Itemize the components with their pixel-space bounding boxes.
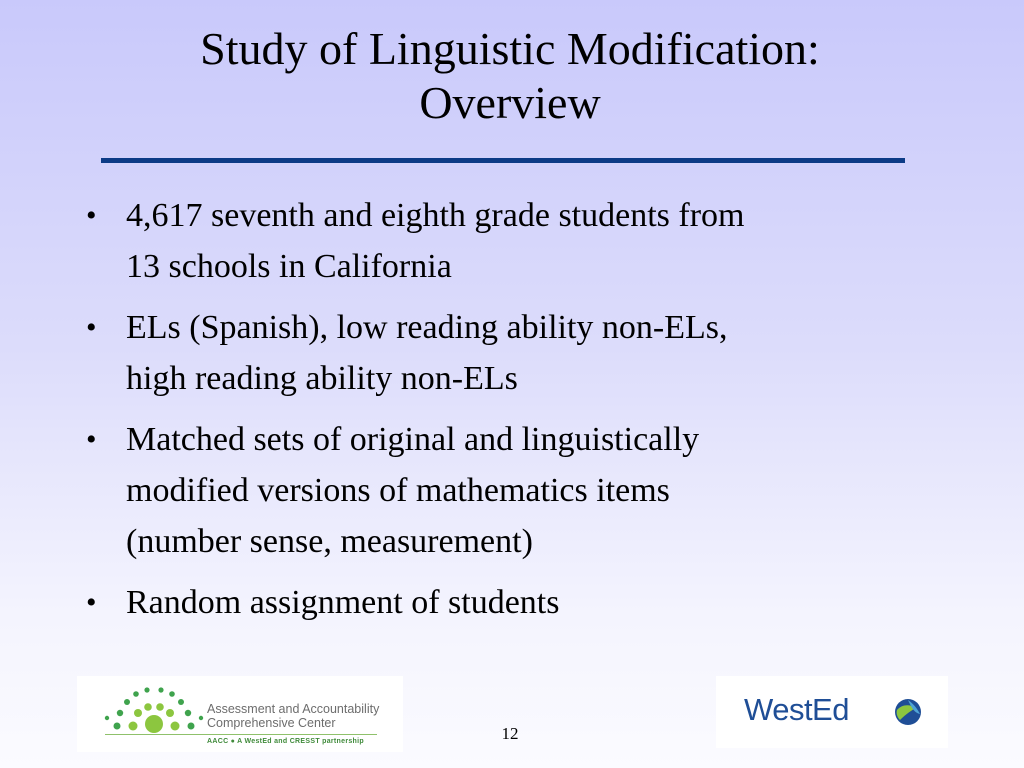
wested-logo bbox=[716, 676, 948, 748]
aacc-name-line-1: Assessment and Accountability bbox=[207, 702, 380, 716]
slide-title-line-2: Overview bbox=[419, 77, 601, 128]
bullet-text-line: modified versions of mathematics items bbox=[126, 472, 670, 509]
bullet-list bbox=[86, 190, 946, 638]
bullet-text-line: ELs (Spanish), low reading ability non-ELs, bbox=[126, 309, 728, 346]
bullet-text-line: Matched sets of original and linguistically bbox=[126, 421, 700, 458]
title-divider bbox=[101, 158, 905, 163]
globe-logo-icon bbox=[894, 698, 922, 726]
bullet-text-line: 13 schools in California bbox=[126, 248, 452, 285]
aacc-name-line-2: Comprehensive Center bbox=[207, 716, 336, 730]
bullet-item bbox=[86, 190, 946, 292]
aacc-tagline: AACC ● A WestEd and CRESST partnership bbox=[207, 738, 364, 745]
aacc-logo bbox=[77, 676, 403, 752]
bullet-text-line: Random assignment of students bbox=[126, 584, 560, 621]
slide-title-line-1: Study of Linguistic Modification: bbox=[200, 23, 820, 74]
page-number: 12 bbox=[501, 724, 519, 743]
dotted-sunburst-logo-icon bbox=[99, 682, 209, 742]
bullet-text-line: 4,617 seventh and eighth grade students from bbox=[126, 197, 745, 234]
bullet-dot: • bbox=[86, 586, 97, 619]
wested-wordmark: WestEd bbox=[744, 692, 849, 727]
aacc-name bbox=[207, 702, 379, 730]
bullet-text-line: (number sense, measurement) bbox=[126, 523, 533, 560]
aacc-divider bbox=[105, 734, 377, 735]
slide-title bbox=[60, 22, 960, 130]
bullet-text-line: high reading ability non-ELs bbox=[126, 360, 518, 397]
bullet-dot: • bbox=[86, 423, 97, 456]
bullet-dot: • bbox=[86, 199, 97, 232]
bullet-item bbox=[86, 577, 946, 628]
bullet-dot: • bbox=[86, 311, 97, 344]
bullet-item bbox=[86, 302, 946, 404]
bullet-item bbox=[86, 414, 946, 567]
